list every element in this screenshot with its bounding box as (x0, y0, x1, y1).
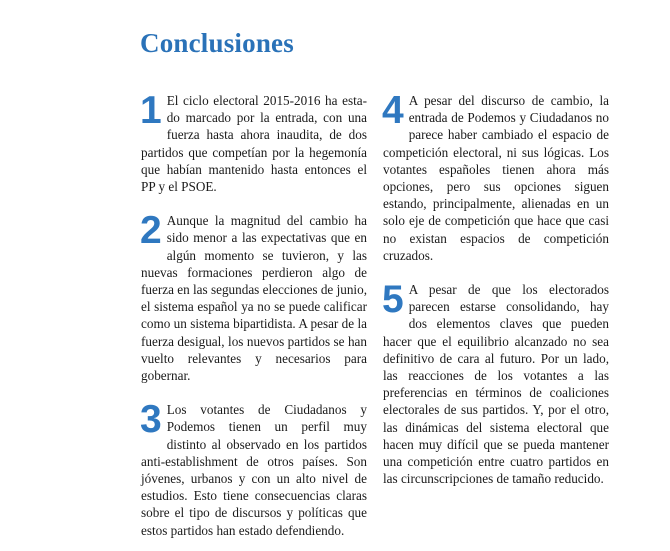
conclusion-text: A pesar de que los electorados parecen estarse consolidando, hay dos elementos claves que pueden hacer que el equilibrio alcanzado no sea definitivo de cara al futuro. Por un lado, las reacciones de los votantes a las preferencias en términos de coaliciones electorales de sus partidos. Y, por el otro, las dinámicas del sistema electoral que hacen muy difícil que se pueda mantener una competición entre cuatro partidos en las circunscripciones de tamaño reducido. (383, 282, 609, 487)
right-column (382, 89, 609, 487)
conclusion-text: Los votantes de Ciudadanos y Podemos tienen un perfil muy distinto al observado en los partidos anti-establishment de otros países. Son jóvenes, urbanos y con un alto nivel de estudios. Esto tiene consecuencias claras sobre el tipo de discursos y políticas que estos partidos han estado defendiendo. (141, 402, 367, 538)
conclusion-5 (382, 278, 609, 487)
left-column (140, 89, 367, 539)
conclusion-number: 5 (382, 278, 404, 322)
conclusion-number: 3 (140, 398, 162, 442)
conclusion-number: 4 (382, 89, 404, 132)
conclusion-text: El ciclo electoral 2015-2016 ha esta-do marcado por la entrada, con una fuerza hasta ahora inaudita, de dos partidos que competían por la hegemonía que habían mantenido hasta entonces el PP y el PSOE. (141, 93, 367, 195)
page-title: Conclusiones (140, 28, 294, 58)
conclusion-2 (140, 209, 367, 384)
conclusion-4 (382, 89, 609, 264)
conclusion-number: 2 (140, 209, 162, 253)
conclusion-text: A pesar del discurso de cambio, la entrada de Podemos y Ciudadanos no parece haber cambiado el espacio de competición electoral, ni sus lógicas. Los votantes españoles tienen ahora más opciones, pero sus opciones siguen estando, principalmente, alienadas en un solo eje de competición que hace que casi no existan espacios de competición cruzados. (383, 93, 609, 263)
conclusion-1 (140, 89, 367, 195)
conclusion-text: Aunque la magnitud del cambio ha sido menor a las expectativas que en algún momento se tuvieron, y las nuevas formaciones perdieron algo de fuerza en las segundas elecciones de junio, el sistema español ya no se puede calificar como un sistema bipartidista. A pesar de la fuerza desigual, los nuevos partidos se han vuelto relevantes y necesarios para gobernar. (141, 213, 367, 384)
conclusion-3 (140, 398, 367, 539)
conclusion-number: 1 (140, 89, 162, 132)
